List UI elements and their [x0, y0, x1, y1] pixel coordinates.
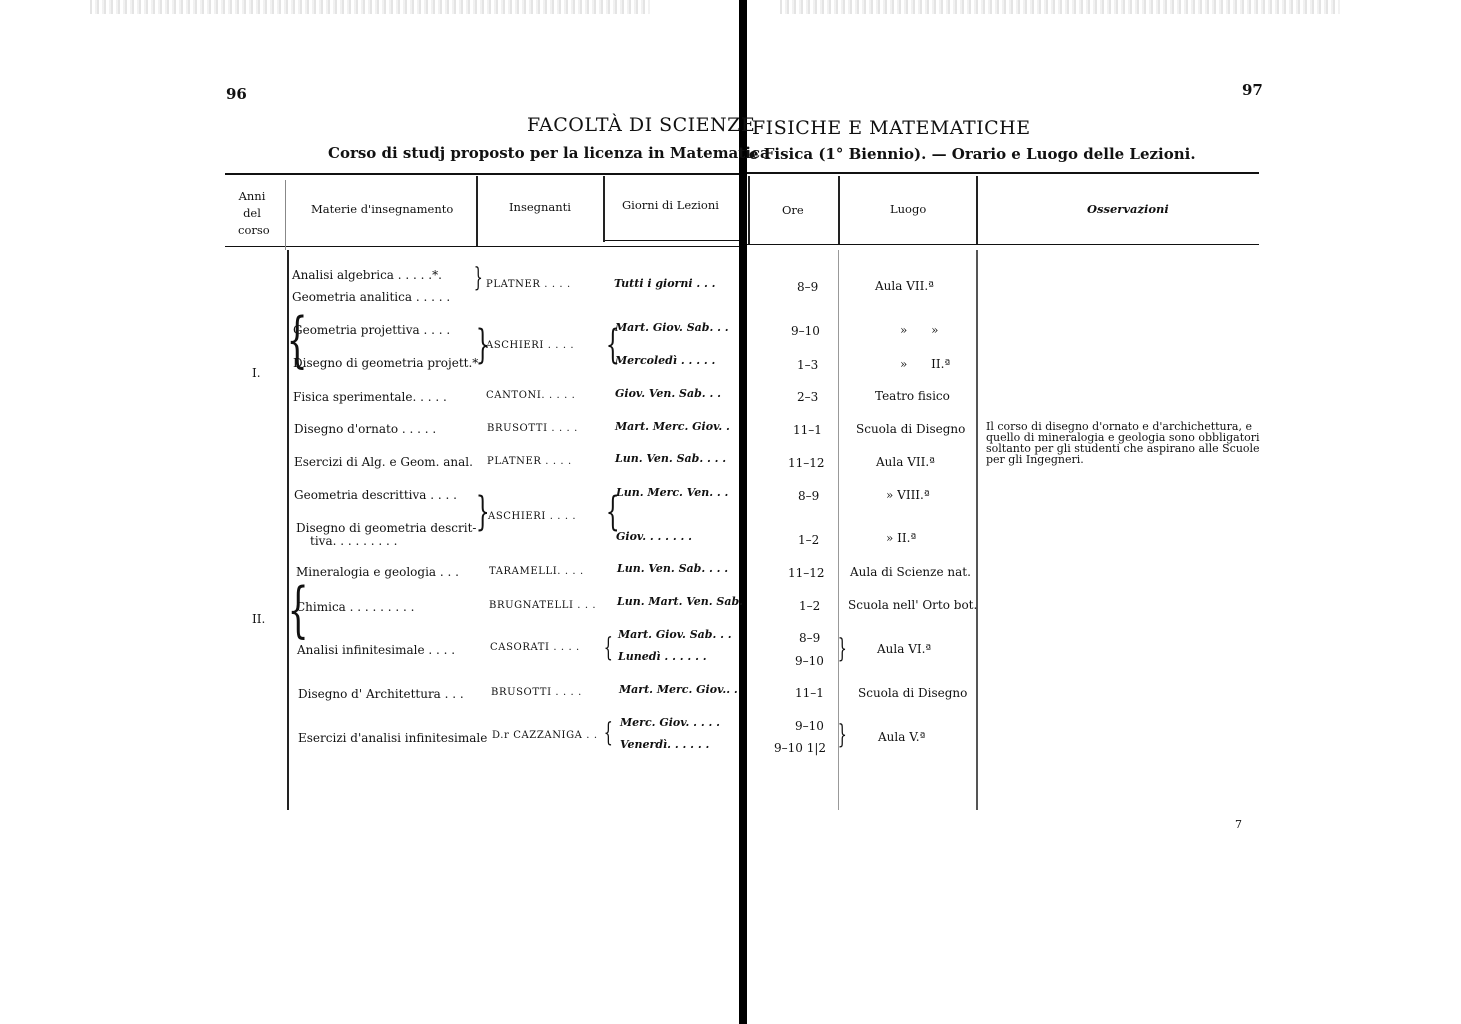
page-number-left: 96: [226, 85, 247, 103]
insegnante-cell: BRUSOTTI . . . .: [491, 687, 582, 698]
brace-right: }: [837, 720, 847, 750]
insegnante-cell: CANTONI. . . . .: [486, 390, 576, 401]
materia-cell: Analisi algebrica . . . . .*.: [292, 268, 442, 282]
ore-cell: 11–1: [793, 423, 822, 437]
giorni-cell-cont: Lunedì . . . . . .: [618, 650, 707, 663]
header-anni-line: corso: [238, 223, 270, 237]
insegnante-cell: CASORATI . . . .: [490, 642, 580, 653]
materia-cell: Mineralogia e geologia . . .: [296, 565, 459, 579]
materia-cell: Geometria descrittiva . . . .: [294, 488, 457, 502]
giorni-cell: Mart. Merc. Giov. .: [615, 420, 730, 433]
materia-cell: Chimica . . . . . . . . .: [296, 600, 415, 614]
giorni-cell: Merc. Giov. . . . .: [620, 716, 720, 729]
materia-cell: Disegno di geometria projett.*: [293, 356, 479, 370]
giorni-cell: Lun. Mart. Ven. Sab.: [617, 595, 744, 608]
year-label-2: II.: [252, 612, 266, 626]
page-number-right: 97: [1242, 81, 1263, 99]
subtitle-left: Corso di studj proposto per la licenza in Matematica: [328, 144, 770, 162]
column-line: [976, 250, 978, 810]
ore-cell: 8–9: [799, 631, 821, 645]
header-luogo: Luogo: [890, 202, 927, 216]
insegnante-cell: PLATNER . . . .: [487, 456, 572, 467]
materia-cell: Esercizi di Alg. e Geom. anal.: [294, 455, 473, 469]
luogo-cell: Aula V.ª: [878, 730, 926, 744]
scan-noise-left: [90, 0, 650, 14]
scan-noise-right: [780, 0, 1340, 14]
header-materie: Materie d'insegnamento: [311, 202, 454, 216]
materia-cell: Esercizi d'analisi infinitesimale: [298, 731, 488, 745]
giorni-cell: Tutti i giorni . . .: [614, 277, 716, 290]
materia-cell: Disegno di geometria descrit-: [296, 521, 477, 535]
header-ore: Ore: [782, 203, 804, 217]
giorni-cell: Mart. Giov. Sab. . .: [618, 628, 732, 641]
header-rule-left: [225, 246, 739, 247]
materia-cell: Geometria analitica . . . . .: [292, 290, 451, 304]
giorni-cell: Giov. Ven. Sab. . .: [615, 387, 721, 400]
giorni-cell: Mercoledì . . . . .: [615, 354, 716, 367]
ore-cell: 1–2: [798, 533, 820, 547]
brace-left: }: [473, 263, 483, 293]
insegnante-cell: ASCHIERI . . . .: [486, 340, 575, 351]
header-anni-line: del: [243, 206, 261, 220]
giorni-cell: Mart. Giov. Sab. . .: [615, 321, 729, 334]
ore-cell-cont: 9–10 1|2: [774, 741, 827, 755]
ore-cell: 8–9: [797, 280, 819, 294]
luogo-cell: Scuola di Disegno: [856, 422, 966, 436]
column-line: [285, 180, 286, 250]
brace-left: }: [475, 322, 490, 368]
osservazioni-note: Il corso di disegno d'ornato e d'archichettura, e quello di mineralogia e geologia sono obbligatori soltanto per gli studenti che aspirano alle Scuole per gli Ingegneri.: [986, 420, 1260, 466]
top-rule-left: [225, 173, 739, 175]
brace-left: {: [286, 305, 308, 375]
brace-right: }: [837, 634, 847, 664]
luogo-cell: Aula VII.ª: [875, 279, 934, 293]
header-insegnanti: Insegnanti: [509, 200, 571, 214]
luogo-cell: » II.ª: [900, 357, 951, 371]
ore-cell: 11–12: [788, 456, 825, 470]
ore-cell: 11–1: [795, 686, 824, 700]
materia-cell: Geometria projettiva . . . .: [293, 323, 451, 337]
header-under-rule: [603, 240, 739, 241]
year-label-1: I.: [252, 366, 261, 380]
brace-right: {: [605, 489, 620, 535]
luogo-cell: Teatro fisico: [875, 389, 950, 403]
ore-cell: 11–12: [788, 566, 825, 580]
insegnante-cell: ASCHIERI . . . .: [488, 511, 577, 522]
header-giorni: Giorni di Lezioni: [622, 198, 719, 212]
luogo-cell: » II.ª: [886, 531, 917, 545]
title-right: FISICHE E MATEMATICHE: [752, 117, 1031, 139]
giorni-cell: Lun. Merc. Ven. . .: [616, 486, 729, 499]
header-anni: [238, 188, 270, 239]
giorni-cell: Lun. Ven. Sab. . . .: [617, 562, 729, 575]
luogo-cell: » VIII.ª: [886, 488, 930, 502]
column-line: [476, 176, 478, 246]
brace-left: {: [287, 575, 309, 645]
brace-right: {: [603, 633, 613, 663]
brace-right: {: [603, 718, 613, 748]
title-left: FACOLTÀ DI SCIENZE: [527, 114, 756, 136]
top-rule-right: [747, 172, 1259, 174]
column-line: [838, 176, 840, 244]
subtitle-right: e Fisica (1° Biennio). — Orario e Luogo delle Lezioni.: [749, 145, 1196, 163]
insegnante-cell: BRUSOTTI . . . .: [487, 423, 578, 434]
luogo-cell: » »: [900, 323, 939, 337]
ore-cell: 1–3: [797, 358, 819, 372]
column-line: [976, 176, 978, 244]
header-anni-line: Anni: [238, 189, 266, 203]
giorni-cell-cont: Venerdì. . . . . .: [620, 738, 710, 751]
materia-cell: Analisi infinitesimale . . . .: [297, 643, 456, 657]
materia-cell: Disegno d' Architettura . . .: [298, 687, 464, 701]
luogo-cell: Scuola di Disegno: [858, 686, 968, 700]
column-line: [748, 176, 750, 244]
ore-cell: 1–2: [799, 599, 821, 613]
giorni-cell: Lun. Ven. Sab. . . .: [615, 452, 727, 465]
giorni-cell: Mart. Merc. Giov.. .: [619, 683, 738, 696]
ore-cell: 9–10: [795, 719, 824, 733]
brace-left: }: [475, 489, 490, 535]
insegnante-cell: TARAMELLI. . . .: [489, 566, 584, 577]
ore-cell: 9–10: [791, 324, 820, 338]
materia-cell: Disegno d'ornato . . . . .: [294, 422, 437, 436]
column-line: [603, 176, 605, 242]
luogo-cell: Scuola nell' Orto bot.: [848, 598, 978, 612]
ore-cell: 2–3: [797, 390, 819, 404]
materia-cell: Fisica sperimentale. . . . .: [293, 390, 447, 404]
insegnante-cell: BRUGNATELLI . . .: [489, 600, 597, 611]
luogo-cell: Aula di Scienze nat.: [850, 565, 971, 579]
signature-mark: 7: [1235, 818, 1242, 831]
insegnante-cell: D.r CAZZANIGA . .: [492, 730, 598, 741]
header-osservazioni: Osservazioni: [1087, 202, 1169, 216]
giorni-cell: Giov. . . . . . .: [616, 530, 692, 543]
materia-cell-cont: tiva. . . . . . . . .: [310, 534, 398, 548]
ore-cell-cont: 9–10: [795, 654, 824, 668]
header-rule-right: [747, 244, 1259, 245]
luogo-cell: Aula VI.ª: [877, 642, 932, 656]
insegnante-cell: PLATNER . . . .: [486, 279, 571, 290]
ore-cell: 8–9: [798, 489, 820, 503]
luogo-cell: Aula VII.ª: [876, 455, 935, 469]
brace-right: {: [605, 322, 620, 368]
